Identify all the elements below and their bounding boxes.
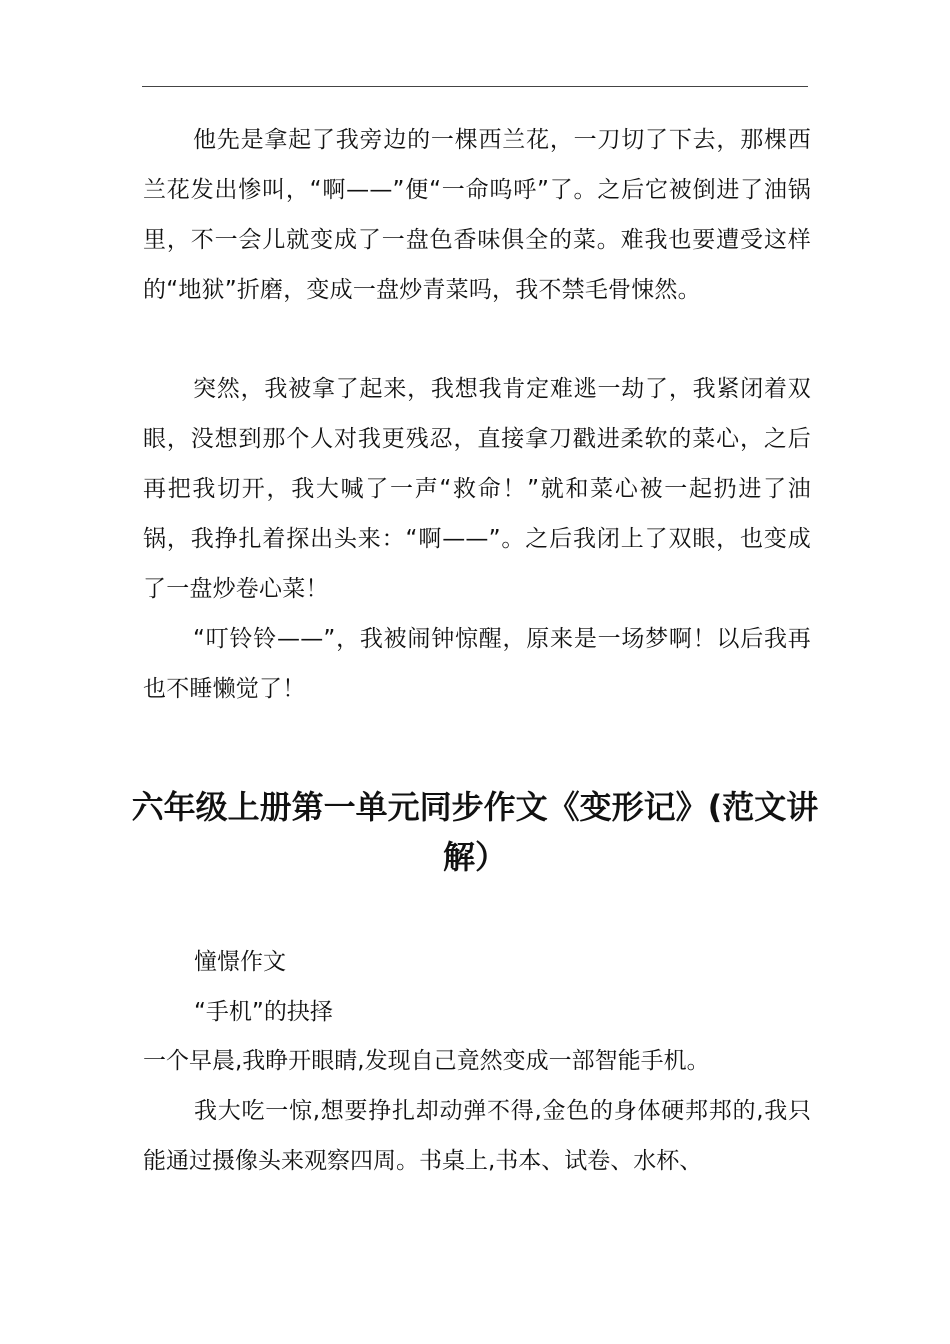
section-title: 六年级上册第一单元同步作文《变形记》(范文讲解） — [131, 788, 819, 876]
story-paragraph-2: 突然，我被拿了起来，我想我肯定难逃一劫了，我紧闭着双眼，没想到那个人对我更残忍，直接拿刀戳进柔软的菜心，之后再把我切开，我大喊了一声“救命！”就和菜心被一起扔进了油锅，我挣扎着探出头来：“啊——”。之后我闭上了双眼，也变成了一盘炒卷心菜！ — [143, 376, 811, 602]
essay-category: 憧憬作文 — [194, 949, 286, 975]
essay-paragraph-2: 我大吃一惊,想要挣扎却动弹不得,金色的身体硬邦邦的,我只能通过摄像头来观察四周。书桌上,书本、试卷、水杯、 — [143, 1098, 811, 1174]
story-paragraph-3: “叮铃铃——”，我被闹钟惊醒，原来是一场梦啊！以后我再也不睡懒觉了！ — [143, 626, 811, 702]
essay-line-1: 一个早晨,我睁开眼睛,发现自己竟然变成一部智能手机。 — [143, 1048, 710, 1074]
header-rule — [142, 86, 808, 87]
story-paragraph-1: 他先是拿起了我旁边的一棵西兰花，一刀切了下去，那棵西兰花发出惨叫，“啊——”便“一命呜呼”了。之后它被倒进了油锅里，不一会儿就变成了一盘色香味俱全的菜。难我也要遭受这样的“地狱”折磨，变成一盘炒青菜吗，我不禁毛骨悚然。 — [143, 127, 811, 303]
essay-title: “手机”的抉择 — [194, 999, 333, 1025]
